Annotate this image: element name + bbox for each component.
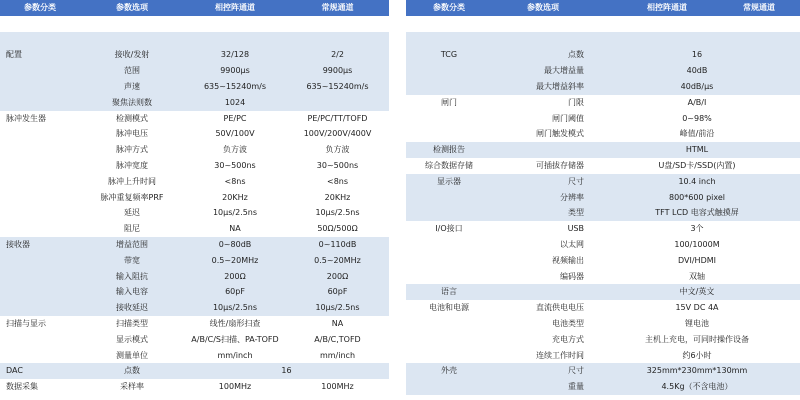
phased-value-cell: 0.5~20MHz — [184, 253, 286, 269]
conventional-value-cell: 30~500ns — [286, 158, 389, 174]
value-cell: A/B/I — [594, 95, 800, 111]
header-category: 参数分类 — [0, 0, 80, 16]
phased-value-cell: 30~500ns — [184, 158, 286, 174]
header-phased-array: 相控阵通道 — [594, 0, 740, 16]
table-row — [0, 363, 389, 379]
conventional-value-cell: A/B/C,TOFD — [286, 332, 389, 348]
category-cell: 闸门 — [406, 95, 492, 111]
table-row — [406, 284, 800, 300]
left-spec-table-panel — [0, 0, 389, 395]
phased-value-cell: <8ns — [184, 174, 286, 190]
phased-value-cell: 1024 — [184, 95, 286, 111]
category-cell: TCG — [406, 47, 492, 63]
header-conventional: 常规通道 — [740, 0, 800, 16]
conventional-value-cell: mm/inch — [286, 348, 389, 364]
option-cell: 扫描类型 — [80, 316, 184, 332]
value-cell: 峰值/前沿 — [594, 126, 800, 142]
table-row — [0, 221, 389, 237]
option-cell: 分辨率 — [492, 190, 594, 206]
table-row — [0, 190, 389, 206]
option-cell: 接收延迟 — [80, 300, 184, 316]
option-cell: 闸门阈值 — [492, 111, 594, 127]
option-cell: 延迟 — [80, 205, 184, 221]
value-cell — [594, 16, 800, 32]
table-row — [0, 284, 389, 300]
option-cell: 类型 — [492, 205, 594, 221]
phased-value-cell: 10μs/2.5ns — [184, 300, 286, 316]
phased-value-cell: 32/128 — [184, 47, 286, 63]
table-row — [406, 79, 800, 95]
table-row — [0, 63, 389, 79]
option-cell: 增益范围 — [80, 237, 184, 253]
phased-value-cell — [184, 16, 286, 32]
value-cell: 325mm*230mm*130mm — [594, 363, 800, 379]
table-row — [0, 158, 389, 174]
option-cell: 测量单位 — [80, 348, 184, 364]
conventional-value-cell: 2/2 — [286, 47, 389, 63]
conventional-value-cell: 负方波 — [286, 142, 389, 158]
category-cell — [0, 95, 80, 111]
value-cell: DVI/HDMI — [594, 253, 800, 269]
value-cell: TFT LCD 电容式触摸屏 — [594, 205, 800, 221]
phased-value-cell: 负方波 — [184, 142, 286, 158]
conventional-value-cell: 100MHz — [286, 379, 389, 395]
table-row — [406, 348, 800, 364]
phased-value-cell: PE/PC — [184, 111, 286, 127]
option-cell: 脉冲电压 — [80, 126, 184, 142]
category-cell: I/O接口 — [406, 221, 492, 237]
option-cell — [80, 16, 184, 32]
table-row — [0, 95, 389, 111]
category-cell — [0, 142, 80, 158]
value-cell: 0~98% — [594, 111, 800, 127]
table-row — [406, 63, 800, 79]
header-phased-array: 相控阵通道 — [184, 0, 286, 16]
option-cell: 重量 — [492, 379, 594, 395]
option-cell: 脉冲重复频率PRF — [80, 190, 184, 206]
table-row — [0, 237, 389, 253]
option-cell: 输入阻抗 — [80, 269, 184, 285]
category-cell: DAC — [0, 363, 80, 379]
phased-value-cell: 50V/100V — [184, 126, 286, 142]
option-cell: 脉冲上升时间 — [80, 174, 184, 190]
category-cell — [406, 316, 492, 332]
header-category: 参数分类 — [406, 0, 492, 16]
category-cell — [0, 126, 80, 142]
option-cell: 尺寸 — [492, 363, 594, 379]
category-cell — [0, 205, 80, 221]
category-cell — [0, 158, 80, 174]
table-row — [0, 111, 389, 127]
category-cell — [406, 63, 492, 79]
conventional-value-cell: 50Ω/500Ω — [286, 221, 389, 237]
option-cell: 显示模式 — [80, 332, 184, 348]
option-cell: 连续工作时间 — [492, 348, 594, 364]
header-option: 参数选项 — [80, 0, 184, 16]
category-cell: 显示器 — [406, 174, 492, 190]
conventional-value-cell: 10μs/2.5ns — [286, 300, 389, 316]
option-cell: 可插拔存储器 — [492, 158, 594, 174]
right-spec-table — [406, 0, 800, 395]
option-cell: 范围 — [80, 63, 184, 79]
category-cell — [0, 174, 80, 190]
table-row — [0, 174, 389, 190]
category-cell — [0, 221, 80, 237]
category-cell — [0, 32, 80, 48]
table-row — [406, 190, 800, 206]
phased-value-cell: 0~80dB — [184, 237, 286, 253]
phased-value-cell: 635~15240m/s — [184, 79, 286, 95]
value-cell: 800*600 pixel — [594, 190, 800, 206]
category-cell — [406, 237, 492, 253]
option-cell: 检测模式 — [80, 111, 184, 127]
option-cell: 聚焦法则数 — [80, 95, 184, 111]
option-cell: 视频输出 — [492, 253, 594, 269]
option-cell: 编码器 — [492, 269, 594, 285]
category-cell: 脉冲发生器 — [0, 111, 80, 127]
option-cell: 点数 — [492, 47, 594, 63]
value-cell: 中文/英文 — [594, 284, 800, 300]
conventional-value-cell: 0~110dB — [286, 237, 389, 253]
option-cell: 脉冲宽度 — [80, 158, 184, 174]
value-cell: 100/1000M — [594, 237, 800, 253]
table-row — [0, 32, 389, 48]
value-cell: 15V DC 4A — [594, 300, 800, 316]
table-row — [406, 316, 800, 332]
category-cell: 数据采集 — [0, 379, 80, 395]
category-cell — [406, 379, 492, 395]
category-cell — [406, 111, 492, 127]
table-row — [406, 32, 800, 48]
category-cell: 扫描与显示 — [0, 316, 80, 332]
conventional-value-cell: 0.5~20MHz — [286, 253, 389, 269]
table-header-row — [0, 0, 389, 16]
value-cell: 16 — [594, 47, 800, 63]
option-cell: 带宽 — [80, 253, 184, 269]
option-cell: 门限 — [492, 95, 594, 111]
conventional-value-cell — [286, 95, 389, 111]
conventional-value-cell: 9900μs — [286, 63, 389, 79]
value-cell: 约6小时 — [594, 348, 800, 364]
category-cell — [406, 190, 492, 206]
phased-value-cell: NA — [184, 221, 286, 237]
table-row — [0, 47, 389, 63]
category-cell — [0, 253, 80, 269]
category-cell — [0, 190, 80, 206]
category-cell — [0, 269, 80, 285]
left-spec-table — [0, 0, 389, 395]
phased-value-cell: 60pF — [184, 284, 286, 300]
phased-value-cell: 100MHz — [184, 379, 286, 395]
category-cell: 综合数据存储 — [406, 158, 492, 174]
category-cell — [406, 79, 492, 95]
option-cell: 以太网 — [492, 237, 594, 253]
option-cell — [492, 16, 594, 32]
table-row — [406, 158, 800, 174]
conventional-value-cell — [286, 16, 389, 32]
value-cell: 40dB — [594, 63, 800, 79]
phased-value-cell: 200Ω — [184, 269, 286, 285]
table-row — [0, 16, 389, 32]
table-row — [0, 332, 389, 348]
table-header-row — [406, 0, 800, 16]
value-cell: 锂电池 — [594, 316, 800, 332]
option-cell: USB — [492, 221, 594, 237]
right-spec-table-panel — [406, 0, 800, 395]
phased-value-cell — [184, 32, 286, 48]
conventional-value-cell: NA — [286, 316, 389, 332]
table-row — [0, 126, 389, 142]
category-cell: 检测报告 — [406, 142, 492, 158]
category-cell — [406, 269, 492, 285]
option-cell: 声速 — [80, 79, 184, 95]
option-cell — [492, 32, 594, 48]
phased-value-cell: mm/inch — [184, 348, 286, 364]
option-cell: 尺寸 — [492, 174, 594, 190]
conventional-value-cell — [286, 32, 389, 48]
conventional-value-cell: 10μs/2.5ns — [286, 205, 389, 221]
phased-value-cell: 10μs/2.5ns — [184, 205, 286, 221]
value-cell — [594, 32, 800, 48]
value-cell: 3个 — [594, 221, 800, 237]
category-cell — [406, 205, 492, 221]
category-cell — [406, 16, 492, 32]
table-row — [406, 111, 800, 127]
category-cell — [0, 284, 80, 300]
category-cell — [0, 300, 80, 316]
table-row — [0, 379, 389, 395]
category-cell: 电池和电源 — [406, 300, 492, 316]
table-row — [406, 221, 800, 237]
table-row — [406, 142, 800, 158]
conventional-value-cell: 20KHz — [286, 190, 389, 206]
category-cell: 语言 — [406, 284, 492, 300]
table-row — [0, 316, 389, 332]
table-row — [0, 79, 389, 95]
option-cell: 最大增益斜率 — [492, 79, 594, 95]
category-cell — [0, 63, 80, 79]
table-row — [406, 95, 800, 111]
value-cell: 4.5Kg（不含电池） — [594, 379, 800, 395]
value-cell: 16 — [184, 363, 389, 379]
category-cell — [406, 32, 492, 48]
option-cell: 点数 — [80, 363, 184, 379]
conventional-value-cell: 200Ω — [286, 269, 389, 285]
option-cell: 接收/发射 — [80, 47, 184, 63]
option-cell: 采样率 — [80, 379, 184, 395]
table-row — [406, 205, 800, 221]
table-row — [406, 126, 800, 142]
conventional-value-cell: PE/PC/TT/TOFD — [286, 111, 389, 127]
option-cell — [492, 142, 594, 158]
value-cell: U盘/SD卡/SSD(内置) — [594, 158, 800, 174]
category-cell — [406, 253, 492, 269]
category-cell — [0, 16, 80, 32]
phased-value-cell: 9900μs — [184, 63, 286, 79]
option-cell: 直流供电电压 — [492, 300, 594, 316]
category-cell: 接收器 — [0, 237, 80, 253]
conventional-value-cell: 100V/200V/400V — [286, 126, 389, 142]
option-cell: 脉冲方式 — [80, 142, 184, 158]
option-cell: 最大增益量 — [492, 63, 594, 79]
option-cell: 输入电容 — [80, 284, 184, 300]
table-row — [406, 253, 800, 269]
header-option: 参数选项 — [492, 0, 594, 16]
table-row — [0, 348, 389, 364]
table-row — [406, 237, 800, 253]
phased-value-cell: 20KHz — [184, 190, 286, 206]
value-cell: 主机上充电，可同时操作设备 — [594, 332, 800, 348]
category-cell — [0, 79, 80, 95]
category-cell — [406, 348, 492, 364]
category-cell: 外壳 — [406, 363, 492, 379]
table-row — [406, 174, 800, 190]
option-cell: 电池类型 — [492, 316, 594, 332]
table-row — [0, 142, 389, 158]
table-row — [406, 300, 800, 316]
option-cell: 充电方式 — [492, 332, 594, 348]
value-cell: 双轴 — [594, 269, 800, 285]
table-row — [0, 269, 389, 285]
table-row — [406, 379, 800, 395]
conventional-value-cell: 635~15240m/s — [286, 79, 389, 95]
category-cell — [406, 332, 492, 348]
table-row — [406, 363, 800, 379]
category-cell — [406, 126, 492, 142]
header-conventional: 常规通道 — [286, 0, 389, 16]
table-row — [0, 205, 389, 221]
conventional-value-cell: <8ns — [286, 174, 389, 190]
table-row — [406, 332, 800, 348]
table-row — [0, 253, 389, 269]
value-cell: 40dB/μs — [594, 79, 800, 95]
phased-value-cell: 线性/扇形扫查 — [184, 316, 286, 332]
conventional-value-cell: 60pF — [286, 284, 389, 300]
value-cell: HTML — [594, 142, 800, 158]
category-cell — [0, 332, 80, 348]
option-cell — [80, 32, 184, 48]
table-row — [0, 300, 389, 316]
phased-value-cell: A/B/C/S扫描、PA-TOFD — [184, 332, 286, 348]
category-cell: 配置 — [0, 47, 80, 63]
value-cell: 10.4 inch — [594, 174, 800, 190]
option-cell — [492, 284, 594, 300]
option-cell: 闸门触发模式 — [492, 126, 594, 142]
option-cell: 阻尼 — [80, 221, 184, 237]
category-cell — [0, 348, 80, 364]
table-row — [406, 47, 800, 63]
table-row — [406, 269, 800, 285]
table-row — [406, 16, 800, 32]
